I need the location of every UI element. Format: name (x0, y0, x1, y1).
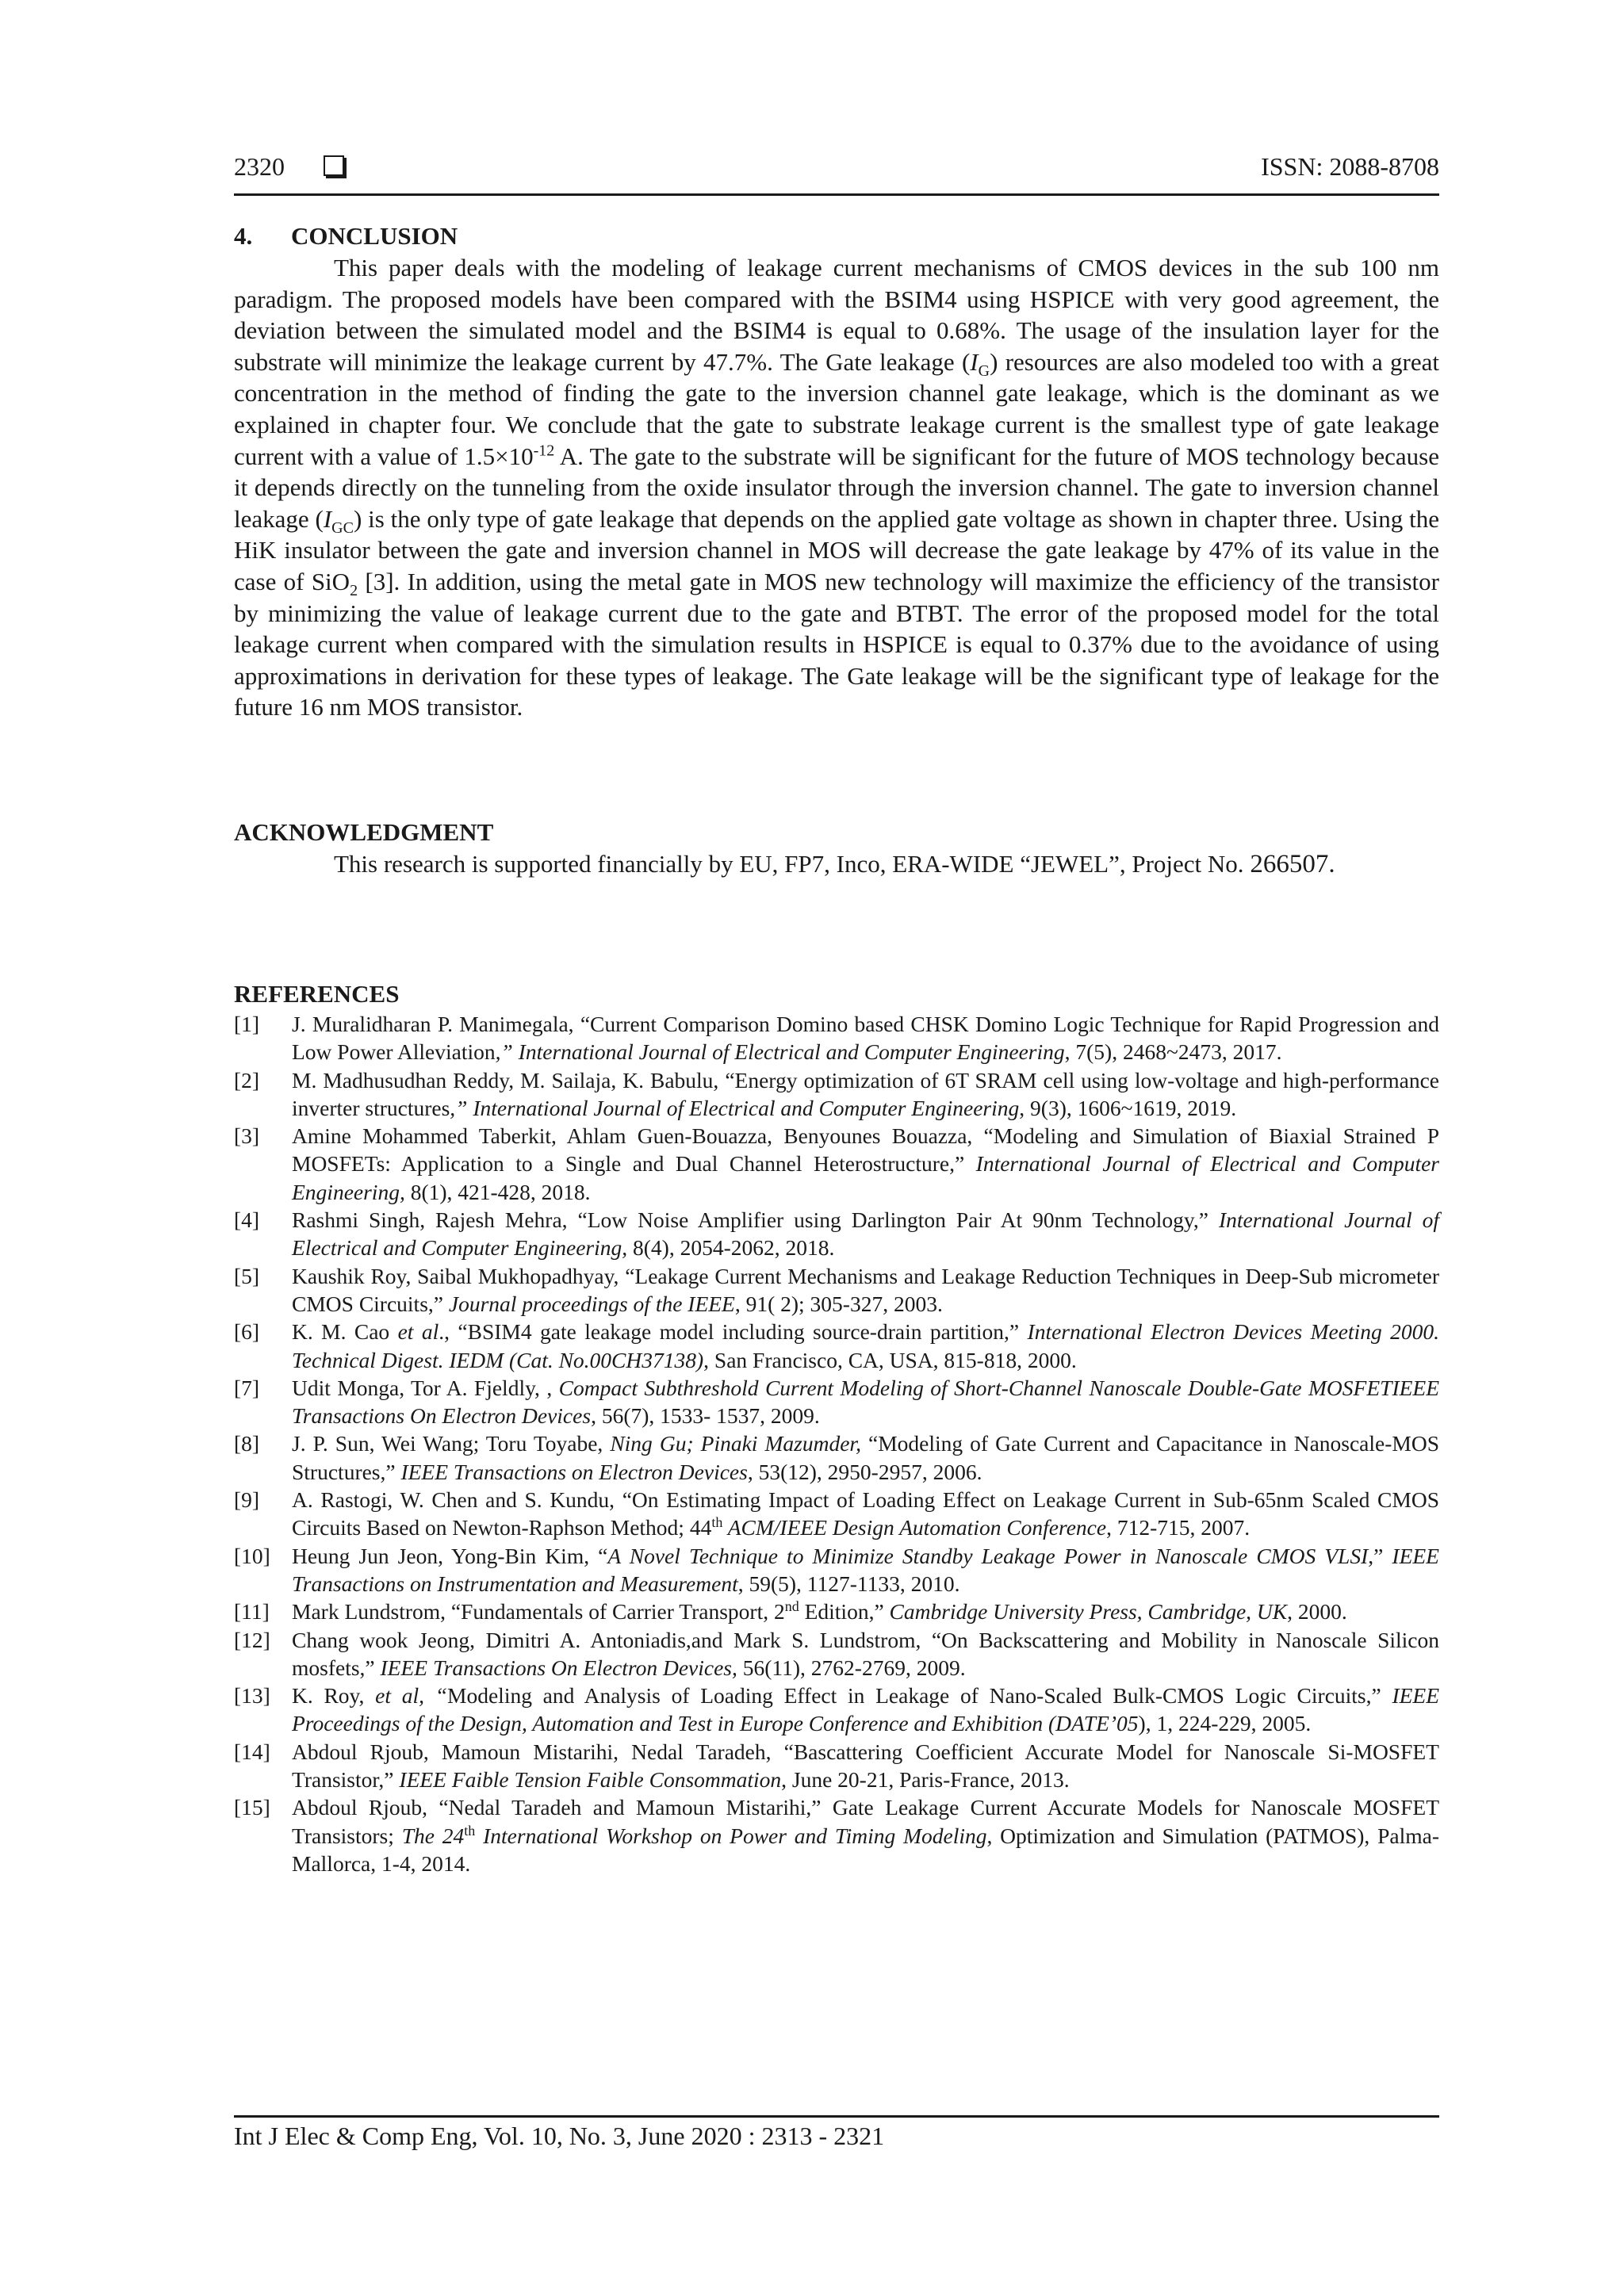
reference-item: [6] K. M. Cao et al., “BSIM4 gate leakage model including source-drain partition,” International Electron Devices Meeting 2000. Technical Digest. IEDM (Cat. No.00CH37138), San Francisco, CA, USA, 815-818, 2000. (234, 1319, 1439, 1372)
box-icon (324, 155, 344, 176)
footer-divider (234, 2115, 1439, 2118)
reference-item: [12] Chang wook Jeong, Dimitri A. Antoniadis,and Mark S. Lundstrom, “On Backscattering and Mobility in Nanoscale Silicon mosfets,” IEEE Transactions On Electron Devices, 56(11), 2762-2769, 2009. (234, 1627, 1439, 1680)
references-list (234, 1010, 1439, 1877)
page-number: 2320 (234, 152, 285, 181)
reference-item: [11] Mark Lundstrom, “Fundamentals of Carrier Transport, 2nd Edition,” Cambridge University Press, Cambridge, UK, 2000. (234, 1598, 1347, 1624)
page-footer: Int J Elec & Comp Eng, Vol. 10, No. 3, June 2020 : 2313 - 2321 (234, 2122, 885, 2150)
section-number: 4. (234, 222, 253, 250)
reference-item: [15] Abdoul Rjoub, “Nedal Taradeh and Mamoun Mistarihi,” Gate Leakage Current Accurate Models for Nanoscale MOSFET Transistors; The 24th International Workshop on Power and Timing Modeling, Optimization and Simulation (PATMOS), Palma-Mallorca, 1-4, 2014. (234, 1795, 1440, 1876)
conclusion-paragraph: This paper deals with the modeling of leakage current mechanisms of CMOS devices in the sub 100 nm paradigm. The proposed models have been compared with the BSIM4 using HSPICE with very good agreement, the deviation between the simulated model and the BSIM4 is equal to 0.68%. The usage of the insulation layer for the substrate will minimize the leakage current by 47.7%. The Gate leakage $(I_G)$ resources are also modeled too with a great concentration in the method of finding the gate to the inversion channel gate leakage, which is the dominant as we explained in chapter four. We conclude that the gate to substrate leakage current is the smallest type of gate leakage current with a value of $1.5\times 10^{-12}$ A. The gate to the substrate will be significant for the future of MOS technology because it depends directly on the tunneling from the oxide insulator through the inversion channel. The gate to inversion channel leakage $(I_{GC})$ is the only type of gate leakage that depends on the applied gate voltage as shown in chapter three. Using the HiK insulator between the gate and inversion channel in MOS will decrease the gate leakage by 47% of its value in the case of SiO$_2$ [3]. In addition, using the metal gate in MOS new technology will maximize the efficiency of the transistor by minimizing the value of leakage current due to the gate and BTBT. The error of the proposed model for the total leakage current when compared with the simulation results in HSPICE is equal to 0.37% due to the avoidance of using approximations in derivation for these types of leakage. The Gate leakage will be the significant type of leakage for the future 16 nm MOS transistor. (234, 254, 1439, 721)
reference-item: [7] Udit Monga, Tor A. Fjeldly, , Compact Subthreshold Current Modeling of Short-Channel Nanoscale Double-Gate MOSFETIEEE Transactions On Electron Devices, 56(7), 1533- 1537, 2009. (234, 1375, 1439, 1429)
page-header (234, 152, 1439, 192)
reference-item: [8] J. P. Sun, Wei Wang; Toru Toyabe, Ning Gu; Pinaki Mazumder, “Modeling of Gate Current and Capacitance in Nanoscale-MOS Structures,” IEEE Transactions on Electron Devices, 53(12), 2950-2957, 2006. (234, 1431, 1439, 1484)
acknowledgment-heading: ACKNOWLEDGMENT (234, 818, 494, 846)
reference-item: [13] K. Roy, et al, “Modeling and Analysis of Loading Effect in Leakage of Nano-Scaled Bulk-CMOS Logic Circuits,” IEEE Proceedings of the Design, Automation and Test in Europe Conference and Exhibition (DATE’05), 1, 224-229, 2005. (234, 1683, 1440, 1736)
conclusion-heading (234, 220, 1439, 252)
acknowledgment-section (234, 817, 1439, 881)
reference-item: [2] M. Madhusudhan Reddy, M. Sailaja, K. Babulu, “Energy optimization of 6T SRAM cell using low-voltage and high-performance inverter structures,” International Journal of Electrical and Computer Engineering, 9(3), 1606~1619, 2019. (234, 1067, 1439, 1120)
section-title: CONCLUSION (291, 222, 458, 250)
reference-item: [4] Rashmi Singh, Rajesh Mehra, “Low Noise Amplifier using Darlington Pair At 90nm Technology,” International Journal of Electrical and Computer Engineering, 8(4), 2054-2062, 2018. (234, 1207, 1439, 1261)
issn: ISSN: 2088-8708 (1261, 152, 1439, 181)
reference-item: [10] Heung Jun Jeon, Yong-Bin Kim, “A Novel Technique to Minimize Standby Leakage Power in Nanoscale CMOS VLSI,” IEEE Transactions on Instrumentation and Measurement, 59(5), 1127-1133, 2010. (234, 1543, 1439, 1596)
conclusion-section (234, 220, 1439, 723)
references-section (234, 978, 1439, 1877)
reference-item: [1] J. Muralidharan P. Manimegala, “Current Comparison Domino based CHSK Domino Logic Technique for Rapid Progression and Low Power Alleviation,” International Journal of Electrical and Computer Engineering, 7(5), 2468~2473, 2017. (234, 1012, 1439, 1065)
references-heading: REFERENCES (234, 980, 400, 1008)
reference-item: [3] Amine Mohammed Taberkit, Ahlam Guen-Bouazza, Benyounes Bouazza, “Modeling and Simulation of Biaxial Strained P MOSFETs: Application to a Single and Dual Channel Heterostructure,” International Journal of Electrical and Computer Engineering, 8(1), 421-428, 2018. (234, 1123, 1439, 1204)
reference-item: [5] Kaushik Roy, Saibal Mukhopadhyay, “Leakage Current Mechanisms and Leakage Reduction Techniques in Deep-Sub micrometer CMOS Circuits,” Journal proceedings of the IEEE, 91( 2); 305-327, 2003. (234, 1263, 1439, 1316)
reference-item: [9] A. Rastogi, W. Chen and S. Kundu, “On Estimating Impact of Loading Effect on Leakage Current in Sub-65nm Scaled CMOS Circuits Based on Newton-Raphson Method; 44th ACM/IEEE Design Automation Conference, 712-715, 2007. (234, 1487, 1439, 1540)
header-divider (234, 193, 1439, 196)
reference-item: [14] Abdoul Rjoub, Mamoun Mistarihi, Nedal Taradeh, “Bascattering Coefficient Accurate Model for Nanoscale Si-MOSFET Transistor,” IEEE Faible Tension Faible Consommation, June 20-21, Paris-France, 2013. (234, 1739, 1439, 1793)
acknowledgment-paragraph: This research is supported financially by EU, FP7, Inco, ERA-WIDE “JEWEL”, Project No. 266507. (334, 850, 1335, 878)
